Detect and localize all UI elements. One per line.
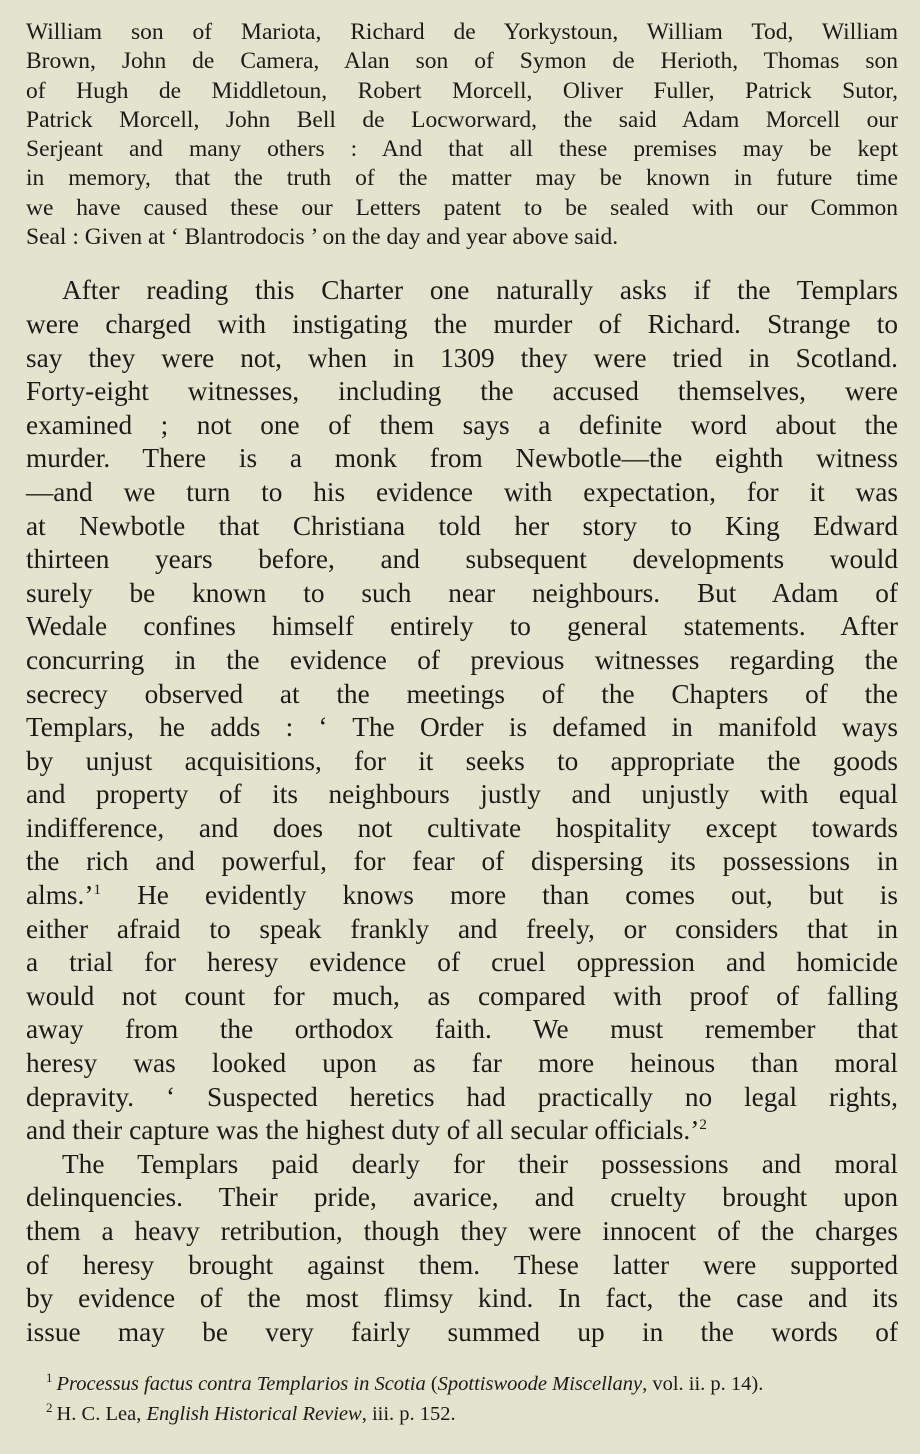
text-line: them a heavy retribution, though they were innocent of the charges [26, 1216, 898, 1246]
text-line: the rich and powerful, for fear of dispersing its possessions in [26, 846, 898, 877]
text-line: Seal : Given at ‘ Blantrodocis ’ on the day and year above said. [26, 224, 619, 251]
body-text [26, 274, 898, 1349]
footnote-title: Processus factus contra Templarios in Scotia [56, 1373, 426, 1396]
footnote-mark: 1 [46, 1370, 53, 1386]
text-line: were charged with instigating the murder of Richard. Strange to [26, 308, 898, 339]
text-line: delinquencies. Their pride, avarice, and cruelty brought upon [26, 1182, 898, 1213]
text-line: heresy was looked upon as far more heinous than moral [26, 1048, 898, 1079]
footnote-text: ( [425, 1373, 438, 1396]
text-line: of Hugh de Middletoun, Robert Morcell, Oliver Fuller, Patrick Sutor, [26, 77, 898, 104]
text-line: would not count for much, as compared with proof of falling [26, 980, 898, 1011]
text-line: issue may be very fairly summed up in the words of [26, 1316, 898, 1347]
text-line: we have caused these our Letters patent to be sealed with our Common [26, 194, 898, 221]
text-line: Wedale confines himself entirely to general statements. After [26, 611, 898, 642]
footnote-text: , vol. ii. p. 14). [642, 1373, 764, 1396]
text-line: by unjust acquisitions, for it seeks to appropriate the goods [26, 745, 898, 776]
text-line: at Newbotle that Christiana told her story to King Edward [26, 510, 898, 541]
text-line-with-footnote-ref [26, 1114, 898, 1148]
text-line: surely be known to such near neighbours. But Adam of [26, 577, 898, 608]
footnote-journal: English Historical Review [146, 1403, 362, 1426]
text-line: either afraid to speak frankly and freely, or considers that in [26, 913, 898, 944]
text-line: indifference, and does not cultivate hospitality except towards [26, 812, 898, 843]
text-line: Brown, John de Camera, Alan son of Symon de Herioth, Thomas son [26, 48, 898, 75]
text-line: of heresy brought against them. These latter were supported [26, 1249, 898, 1280]
text-line: Patrick Morcell, John Bell de Locworward, the said Adam Morcell our [26, 106, 898, 133]
text-fragment: He evidently knows more than comes out, but is [100, 880, 898, 911]
text-line: —and we turn to his evidence with expectation, for it was [26, 476, 898, 507]
text-line: secrecy observed at the meetings of the Chapters of the [26, 678, 898, 709]
footnote-1 [26, 1369, 898, 1399]
footnotes [26, 1369, 898, 1429]
text-line: depravity. ‘ Suspected heretics had practically no legal rights, [26, 1081, 898, 1112]
text-fragment: and their capture was the highest duty of all secular officials.’ [26, 1115, 700, 1146]
footnote-author: H. C. Lea, [56, 1403, 147, 1426]
text-line: by evidence of the most flimsy kind. In fact, the case and its [26, 1283, 898, 1314]
footnote-ref-2: 2 [699, 1117, 707, 1134]
text-line: Forty-eight witnesses, including the accused themselves, were [26, 376, 898, 407]
text-line: murder. There is a monk from Newbotle—the eighth witness [26, 443, 898, 474]
text-line: examined ; not one of them says a definite word about the [26, 409, 898, 440]
footnote-source: Spottiswoode Miscellany [437, 1373, 643, 1396]
text-line: in memory, that the truth of the matter may be known in future time [26, 165, 898, 192]
text-line: a trial for heresy evidence of cruel oppression and homicide [26, 947, 898, 978]
footnote-ref-1: 1 [93, 882, 101, 899]
text-line: William son of Mariota, Richard de Yorkystoun, William Tod, William [26, 19, 898, 45]
text-line: away from the orthodox faith. We must remember that [26, 1014, 898, 1045]
text-line: Serjeant and many others : And that all these premises may be kept [26, 136, 898, 163]
footnote-text: , iii. p. 152. [361, 1403, 456, 1426]
text-line: concurring in the evidence of previous witnesses regarding the [26, 644, 898, 675]
charter-quotation [26, 18, 898, 252]
text-line: and property of its neighbours justly and unjustly with equal [26, 779, 898, 810]
footnote-mark: 2 [46, 1400, 53, 1416]
text-line: say they were not, when in 1309 they were tried in Scotland. [26, 342, 898, 373]
text-fragment: alms.’ [26, 880, 94, 911]
text-line: Templars, he adds : ‘ The Order is defamed in manifold ways [26, 712, 898, 743]
paragraph-first-line: The Templars paid dearly for their possessions and moral [62, 1148, 898, 1179]
footnote-2 [26, 1399, 898, 1429]
paragraph-first-line: After reading this Charter one naturally asks if the Templars [62, 275, 898, 306]
text-line-with-footnote-ref [26, 879, 898, 913]
text-line: thirteen years before, and subsequent developments would [26, 544, 898, 575]
